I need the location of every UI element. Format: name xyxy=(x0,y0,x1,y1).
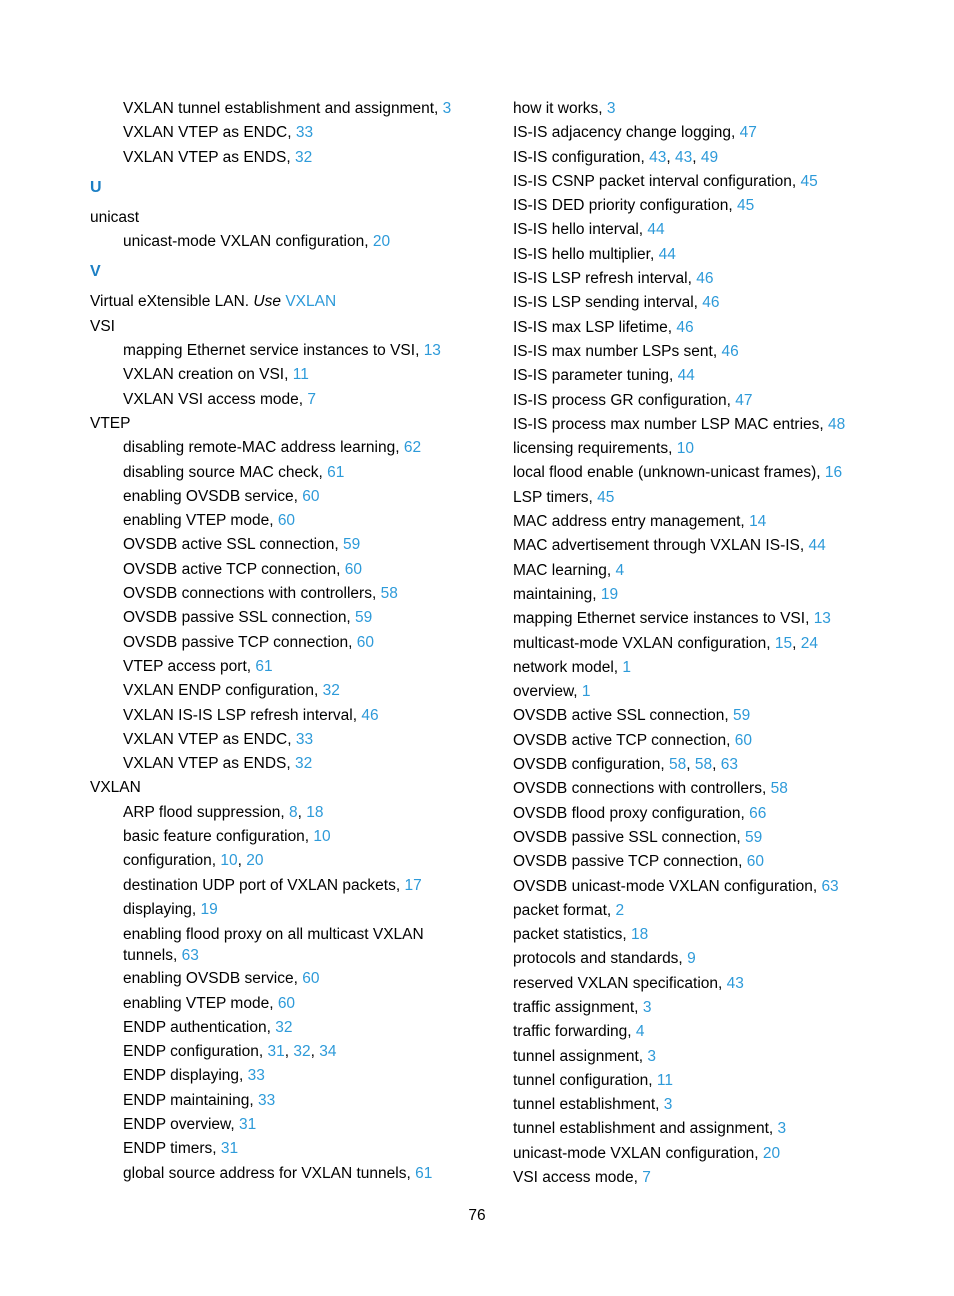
entry-text: unicast xyxy=(90,208,140,226)
index-entry-tunnel-assignment xyxy=(513,1045,933,1069)
entry-text: VXLAN VSI access mode, xyxy=(123,390,308,408)
entry-text: enabling VTEP mode, xyxy=(123,512,278,530)
page-number: 76 xyxy=(468,1207,486,1224)
page-reference-link[interactable]: 9 xyxy=(687,950,696,968)
page-reference-link[interactable]: 3 xyxy=(642,998,652,1016)
page-reference-link[interactable]: 3 xyxy=(442,100,452,117)
entry-text: VXLAN VTEP as ENDC, xyxy=(123,730,296,748)
index-subentry-disabling-source-mac-check xyxy=(90,461,470,485)
index-subentry-enabling-vtep-mode xyxy=(90,992,470,1016)
page-reference-link[interactable]: 20 xyxy=(246,852,264,870)
page-reference-link[interactable]: 46 xyxy=(721,342,739,360)
page-reference-link[interactable]: 32 xyxy=(322,682,340,700)
entry-text: licensing requirements, xyxy=(513,440,677,458)
index-entry-ovsdb-passive-tcp-connection xyxy=(513,850,933,874)
page-reference-link[interactable]: 2 xyxy=(615,901,625,919)
index-entry-packet-statistics xyxy=(513,923,933,947)
page-reference-link[interactable]: 18 xyxy=(306,803,324,821)
index-subentry-enabling-ovsdb-service xyxy=(90,967,470,991)
page-reference-link[interactable]: 60 xyxy=(734,731,752,749)
index-subentry-vxlan-vtep-as-endc xyxy=(90,121,470,145)
index-subentry-endp-displaying xyxy=(90,1064,470,1088)
page-reference-link[interactable]: 32 xyxy=(275,1018,293,1036)
entry-text: OVSDB unicast-mode VXLAN configuration, xyxy=(513,877,822,895)
entry-text: basic feature configuration, xyxy=(123,828,314,846)
index-subentry-vxlan-vtep-as-ends xyxy=(90,146,470,170)
entry-text: Virtual eXtensible LAN. xyxy=(90,293,254,311)
index-entry-is-is-configuration: IS-IS configuration, 43, 43, 49 xyxy=(513,148,719,166)
page-reference-link[interactable]: 44 xyxy=(647,221,665,239)
entry-text: VXLAN VTEP as ENDS, xyxy=(123,148,295,166)
entry-text: IS-IS parameter tuning, xyxy=(513,367,678,385)
entry-text: tunnel assignment, xyxy=(513,1047,648,1065)
entry-text: VXLAN VTEP as ENDS, xyxy=(123,755,295,773)
index-entry-is-is-csnp-packet-interval-configuration xyxy=(513,170,933,194)
index-subentry-vxlan-vtep-as-endc xyxy=(90,728,470,752)
index-entry-is-is-ded-priority-configuration xyxy=(513,194,933,218)
page-reference-link[interactable]: 61 xyxy=(415,1164,433,1182)
page-reference-link[interactable]: 44 xyxy=(677,367,695,385)
page-reference-link[interactable]: 58 xyxy=(770,780,788,798)
page-reference-link[interactable]: 13 xyxy=(813,610,831,628)
index-subentry-vxlan-tunnel-establishment-and-assignmen xyxy=(90,97,470,121)
entry-text: ENDP maintaining, xyxy=(123,1091,258,1109)
page-reference-link[interactable]: 1 xyxy=(581,683,591,701)
entry-text: LSP timers, xyxy=(513,488,598,506)
entry-text: OVSDB flood proxy configuration, xyxy=(513,804,750,822)
index-entry-vsi-access-mode xyxy=(513,1166,933,1190)
entry-text: enabling flood proxy on all multicast VXLAN tunnels, xyxy=(123,926,424,965)
page-reference-link[interactable]: 7 xyxy=(642,1169,651,1187)
page-reference-link[interactable]: 66 xyxy=(749,804,767,822)
entry-text: maintaining, xyxy=(513,585,601,603)
entry-text: mapping Ethernet service instances to VSI, xyxy=(123,342,424,360)
page-reference-link[interactable]: 18 xyxy=(631,926,649,944)
page-reference-link[interactable]: 20 xyxy=(762,1144,781,1162)
page-reference-link[interactable]: 58 xyxy=(694,756,713,774)
entry-text: OVSDB passive SSL connection, xyxy=(513,828,746,846)
page-reference-link[interactable]: 10 xyxy=(676,440,694,458)
entry-text: VXLAN creation on VSI, xyxy=(123,366,293,384)
entry-text: MAC advertisement through VXLAN IS-IS, xyxy=(513,537,809,555)
index-entry-how-it-works xyxy=(513,97,933,121)
page-reference-link[interactable]: 3 xyxy=(606,100,616,117)
entry-text: ENDP overview, xyxy=(123,1115,240,1133)
page-reference-link[interactable]: 58 xyxy=(380,585,398,603)
page-reference-link[interactable]: 15 xyxy=(774,634,793,652)
index-subentry-vxlan-creation-on-vsi xyxy=(90,363,470,387)
index-subentry-endp-configuration: ENDP configuration, 31, 32, 34 xyxy=(123,1043,337,1061)
page-reference-link[interactable]: 13 xyxy=(423,342,441,360)
page-reference-link[interactable]: 45 xyxy=(736,197,755,215)
index-entry-network-model xyxy=(513,656,933,680)
index-entry-is-is-adjacency-change-logging xyxy=(513,121,933,145)
index-entry-vsi xyxy=(90,315,470,339)
index-entry-ovsdb-unicast-mode-vxlan-configuration xyxy=(513,875,933,899)
page-reference-link[interactable]: 60 xyxy=(302,487,320,505)
page-reference-link[interactable]: 32 xyxy=(293,1043,311,1061)
index-subentry-ovsdb-active-ssl-connection xyxy=(90,533,470,557)
entry-text: IS-IS hello multiplier, xyxy=(513,245,659,263)
page-reference-link[interactable]: 17 xyxy=(404,876,422,894)
page-reference-link[interactable]: 33 xyxy=(295,730,314,748)
entry-text: IS-IS hello interval, xyxy=(513,221,648,239)
entry-text: multicast-mode VXLAN configuration, xyxy=(513,634,775,652)
index-entry-maintaining xyxy=(513,583,933,607)
page-reference-link[interactable]: 48 xyxy=(828,415,846,433)
page-reference-link[interactable]: 43 xyxy=(649,148,667,166)
page-reference-link[interactable]: 33 xyxy=(247,1067,265,1085)
index-subentry-basic-feature-configuration xyxy=(90,825,470,849)
entry-text: ENDP authentication, xyxy=(123,1018,276,1036)
index-subentry-endp-overview xyxy=(90,1113,470,1137)
page-reference-link[interactable]: 3 xyxy=(663,1096,673,1114)
entry-text: how it works, xyxy=(513,100,607,117)
entry-text: VXLAN ENDP configuration, xyxy=(123,682,323,700)
page-reference-link[interactable]: 61 xyxy=(255,657,273,675)
index-entry-ovsdb-active-tcp-connection xyxy=(513,729,933,753)
index-subentry-configuration: configuration, 10, 20 xyxy=(123,852,264,870)
page-reference-link[interactable]: 8 xyxy=(289,803,298,821)
entry-text: IS-IS LSP sending interval, xyxy=(513,294,703,312)
page-reference-link[interactable]: 34 xyxy=(319,1043,337,1061)
entry-text: disabling remote-MAC address learning, xyxy=(123,439,404,457)
entry-text: mapping Ethernet service instances to VSI, xyxy=(513,610,814,628)
page-reference-link[interactable]: 31 xyxy=(267,1043,285,1061)
page-reference-link[interactable]: 63 xyxy=(821,877,839,895)
page-reference-link[interactable]: 1 xyxy=(622,658,632,676)
index-subentry-vxlan-endp-configuration xyxy=(90,679,470,703)
index-right-column xyxy=(513,97,933,1190)
page-reference-link[interactable]: 43 xyxy=(675,148,693,166)
index-entry-is-is-lsp-sending-interval xyxy=(513,291,933,315)
index-subentry-mapping-ethernet-service-instances-to-vs xyxy=(90,339,470,363)
page-reference-link[interactable]: 7 xyxy=(307,390,316,408)
index-entry-traffic-forwarding xyxy=(513,1020,933,1044)
page-reference-link[interactable]: 44 xyxy=(658,245,676,263)
index-entry-local-flood-enable-unknown-unicast-frame xyxy=(513,461,933,485)
page-reference-link[interactable]: 60 xyxy=(277,512,296,530)
index-letter-heading: V xyxy=(90,263,101,281)
see-reference-label: Use xyxy=(253,293,281,311)
page-reference-link[interactable]: 63 xyxy=(720,756,738,774)
page-reference-link[interactable]: 3 xyxy=(647,1047,657,1065)
entry-text: destination UDP port of VXLAN packets, xyxy=(123,876,405,894)
entry-text: ENDP configuration, xyxy=(123,1043,268,1061)
page-reference-link[interactable]: 10 xyxy=(313,828,331,846)
index-subentry-displaying xyxy=(90,898,470,922)
entry-text: VSI xyxy=(90,317,115,335)
entry-text: IS-IS process GR configuration, xyxy=(513,391,736,409)
index-subentry-vxlan-vsi-access-mode xyxy=(90,388,470,412)
page-reference-link[interactable]: 47 xyxy=(735,391,753,409)
entry-text: IS-IS max number LSPs sent, xyxy=(513,342,722,360)
index-entry-licensing-requirements xyxy=(513,437,933,461)
index-subentry-vtep-access-port xyxy=(90,655,470,679)
entry-text: IS-IS adjacency change logging, xyxy=(513,124,740,142)
entry-text: OVSDB connections with controllers, xyxy=(123,585,381,603)
index-entry-traffic-assignment xyxy=(513,996,933,1020)
page-reference-link[interactable]: 60 xyxy=(746,853,765,871)
entry-text: traffic forwarding, xyxy=(513,1023,636,1041)
entry-text: packet statistics, xyxy=(513,926,632,944)
index-entry-is-is-hello-interval xyxy=(513,218,933,242)
index-subentry-ovsdb-active-tcp-connection xyxy=(90,558,470,582)
index-entry-protocols-and-standards xyxy=(513,947,933,971)
entry-text: MAC learning, xyxy=(513,561,616,579)
page-reference-link[interactable]: 4 xyxy=(615,561,625,579)
page-reference-link[interactable]: 60 xyxy=(356,633,375,651)
index-subentry-global-source-address-for-vxlan-tunnels xyxy=(90,1162,470,1186)
page-reference-link[interactable]: 60 xyxy=(344,560,362,578)
page-reference-link[interactable]: 4 xyxy=(635,1023,645,1041)
index-subentry-destination-udp-port-of-vxlan-packets xyxy=(90,874,470,898)
index-entry-multicast-mode-vxlan-configuration: multicast-mode VXLAN configuration, 15, 24 xyxy=(513,634,819,652)
index-entry-unicast-mode-vxlan-configuration xyxy=(513,1142,933,1166)
entry-text: protocols and standards, xyxy=(513,950,688,968)
page-reference-link[interactable]: 46 xyxy=(676,318,694,336)
entry-text: VTEP access port, xyxy=(123,657,256,675)
page-reference-link[interactable]: 19 xyxy=(200,900,218,918)
page-reference-link[interactable]: 46 xyxy=(361,706,379,724)
page-reference-link[interactable]: 63 xyxy=(181,947,199,965)
index-subentry-ovsdb-passive-ssl-connection xyxy=(90,606,470,630)
index-entry-reserved-vxlan-specification xyxy=(513,972,933,996)
entry-text: VXLAN xyxy=(90,779,141,797)
entry-text: packet format, xyxy=(513,901,616,919)
index-entry-mac-learning xyxy=(513,559,933,583)
index-entry-ovsdb-configuration: OVSDB configuration, 58, 58, 63 xyxy=(513,756,738,774)
entry-text: enabling OVSDB service, xyxy=(123,970,303,988)
entry-text: global source address for VXLAN tunnels, xyxy=(123,1164,416,1182)
page-reference-link[interactable]: 14 xyxy=(749,513,767,531)
page-reference-link[interactable]: 24 xyxy=(800,634,819,652)
index-entry-is-is-process-max-number-lsp-mac-entries xyxy=(513,413,933,437)
index-entry-ovsdb-flood-proxy-configuration xyxy=(513,802,933,826)
entry-text: OVSDB active SSL connection, xyxy=(123,536,343,554)
index-subentry-enabling-vtep-mode xyxy=(90,509,470,533)
entry-text: ARP flood suppression, xyxy=(123,803,290,821)
index-entry-tunnel-establishment-and-assignment xyxy=(513,1117,933,1141)
entry-text: IS-IS CSNP packet interval configuration, xyxy=(513,172,801,190)
index-entry-ovsdb-active-ssl-connection xyxy=(513,704,933,728)
entry-text: overview, xyxy=(513,683,582,701)
page-reference-link[interactable]: 62 xyxy=(403,439,422,457)
page-reference-link[interactable]: 59 xyxy=(342,536,361,554)
index-subentry-endp-timers xyxy=(90,1137,470,1161)
page-reference-link[interactable]: 19 xyxy=(600,585,619,603)
entry-text: VTEP xyxy=(90,414,131,432)
index-entry-is-is-hello-multiplier xyxy=(513,243,933,267)
index-entry-mapping-ethernet-service-instances-to-vs xyxy=(513,607,933,631)
page-reference-link[interactable]: 10 xyxy=(220,852,238,870)
index-entry-mac-address-entry-management xyxy=(513,510,933,534)
page-reference-link[interactable]: 60 xyxy=(277,994,296,1012)
index-entry-is-is-process-gr-configuration xyxy=(513,389,933,413)
entry-text: OVSDB passive SSL connection, xyxy=(123,609,356,627)
page-reference-link[interactable]: 46 xyxy=(696,270,714,288)
entry-text: unicast-mode VXLAN configuration, xyxy=(123,233,373,251)
entry-text: traffic assignment, xyxy=(513,998,643,1016)
index-entry-ovsdb-passive-ssl-connection xyxy=(513,826,933,850)
page-reference-link[interactable]: 33 xyxy=(295,124,314,142)
entry-text: reserved VXLAN specification, xyxy=(513,974,727,992)
index-entry-tunnel-establishment xyxy=(513,1093,933,1117)
entry-text: VSI access mode, xyxy=(513,1169,643,1187)
index-entry-vtep xyxy=(90,412,470,436)
entry-text: MAC address entry management, xyxy=(513,513,750,531)
index-entry-ovsdb-connections-with-controllers xyxy=(513,777,933,801)
entry-text: local flood enable (unknown-unicast frames), xyxy=(513,464,825,482)
entry-text: tunnel configuration, xyxy=(513,1071,657,1089)
page-reference-link[interactable]: 59 xyxy=(355,609,373,627)
page-reference-link[interactable]: 58 xyxy=(668,756,687,774)
index-entry-overview xyxy=(513,680,933,704)
entry-text: configuration, xyxy=(123,852,221,870)
entry-text: enabling OVSDB service, xyxy=(123,487,303,505)
entry-text: IS-IS LSP refresh interval, xyxy=(513,270,697,288)
index-entry-tunnel-configuration xyxy=(513,1069,933,1093)
index-entry-unicast xyxy=(90,206,470,230)
index-entry-is-is-parameter-tuning xyxy=(513,364,933,388)
index-subentry-ovsdb-connections-with-controllers xyxy=(90,582,470,606)
page-reference-link[interactable]: 61 xyxy=(327,463,345,481)
page-reference-link[interactable]: 60 xyxy=(302,970,320,988)
entry-text: OVSDB active TCP connection, xyxy=(123,560,345,578)
entry-text: OVSDB active SSL connection, xyxy=(513,707,733,725)
index-subentry-endp-authentication xyxy=(90,1016,470,1040)
entry-text: IS-IS configuration, xyxy=(513,148,650,166)
index-subentry-vxlan-is-is-lsp-refresh-interval xyxy=(90,704,470,728)
entry-text: ENDP timers, xyxy=(123,1140,221,1158)
page-reference-link[interactable]: 31 xyxy=(239,1115,257,1133)
index-subentry-vxlan-vtep-as-ends xyxy=(90,752,470,776)
page-reference-link[interactable]: 49 xyxy=(700,148,719,166)
entry-text: VXLAN tunnel establishment and assignment, xyxy=(123,100,443,117)
entry-text: displaying, xyxy=(123,900,201,918)
see-reference-link[interactable]: VXLAN xyxy=(285,293,337,311)
index-left-column xyxy=(90,97,470,1186)
index-entry-packet-format xyxy=(513,899,933,923)
entry-text: OVSDB passive TCP connection, xyxy=(513,853,747,871)
entry-text: tunnel establishment, xyxy=(513,1096,664,1114)
index-subentry-ovsdb-passive-tcp-connection xyxy=(90,631,470,655)
index-letter-heading: U xyxy=(90,178,102,196)
entry-text: IS-IS DED priority configuration, xyxy=(513,197,737,215)
page-reference-link[interactable]: 20 xyxy=(372,233,391,251)
page-reference-link[interactable]: 43 xyxy=(726,974,744,992)
page-reference-link[interactable]: 45 xyxy=(597,488,615,506)
index-subentry-endp-maintaining xyxy=(90,1089,470,1113)
index-entry-lsp-timers xyxy=(513,486,933,510)
entry-text: network model, xyxy=(513,658,623,676)
page-reference-link[interactable]: 45 xyxy=(800,172,818,190)
entry-text: OVSDB active TCP connection, xyxy=(513,731,735,749)
page-reference-link[interactable]: 47 xyxy=(739,124,757,142)
index-subentry-enabling-flood-proxy-on-all-multicast-vx xyxy=(90,922,470,967)
entry-text: OVSDB passive TCP connection, xyxy=(123,633,357,651)
page-reference-link[interactable]: 11 xyxy=(292,366,309,384)
entry-text: tunnel establishment and assignment, xyxy=(513,1120,778,1138)
page-reference-link[interactable]: 32 xyxy=(295,755,313,773)
page-reference-link[interactable]: 59 xyxy=(745,828,763,846)
index-entry-vxlan xyxy=(90,776,470,800)
page-reference-link[interactable]: 32 xyxy=(295,148,313,166)
index-entry-is-is-max-lsp-lifetime xyxy=(513,316,933,340)
index-subentry-unicast-mode-vxlan-configuration xyxy=(90,230,470,254)
page-reference-link[interactable]: 59 xyxy=(732,707,751,725)
page-reference-link[interactable]: 46 xyxy=(702,294,720,312)
page-reference-link[interactable]: 33 xyxy=(257,1091,276,1109)
entry-text: enabling VTEP mode, xyxy=(123,994,278,1012)
entry-text: VXLAN VTEP as ENDC, xyxy=(123,124,296,142)
page-reference-link[interactable]: 3 xyxy=(777,1120,787,1138)
page-reference-link[interactable]: 16 xyxy=(824,464,843,482)
entry-text: IS-IS process max number LSP MAC entries, xyxy=(513,415,828,433)
index-entry-virtual-extensible-lan xyxy=(90,290,470,314)
entry-text: ENDP displaying, xyxy=(123,1067,248,1085)
entry-text: OVSDB connections with controllers, xyxy=(513,780,771,798)
entry-text: VXLAN IS-IS LSP refresh interval, xyxy=(123,706,362,724)
index-subentry-disabling-remote-mac-address-learning xyxy=(90,436,470,460)
entry-text: OVSDB configuration, xyxy=(513,756,669,774)
index-entry-is-is-max-number-lsps-sent xyxy=(513,340,933,364)
entry-text: disabling source MAC check, xyxy=(123,463,328,481)
page-reference-link[interactable]: 44 xyxy=(808,537,826,555)
index-subentry-arp-flood-suppression: ARP flood suppression, 8, 18 xyxy=(123,803,324,821)
page-reference-link[interactable]: 31 xyxy=(220,1140,239,1158)
index-entry-is-is-lsp-refresh-interval xyxy=(513,267,933,291)
index-entry-mac-advertisement-through-vxlan-is-is xyxy=(513,534,933,558)
entry-text: unicast-mode VXLAN configuration, xyxy=(513,1144,763,1162)
index-subentry-enabling-ovsdb-service xyxy=(90,485,470,509)
entry-text: IS-IS max LSP lifetime, xyxy=(513,318,677,336)
page-reference-link[interactable]: 11 xyxy=(656,1071,673,1089)
